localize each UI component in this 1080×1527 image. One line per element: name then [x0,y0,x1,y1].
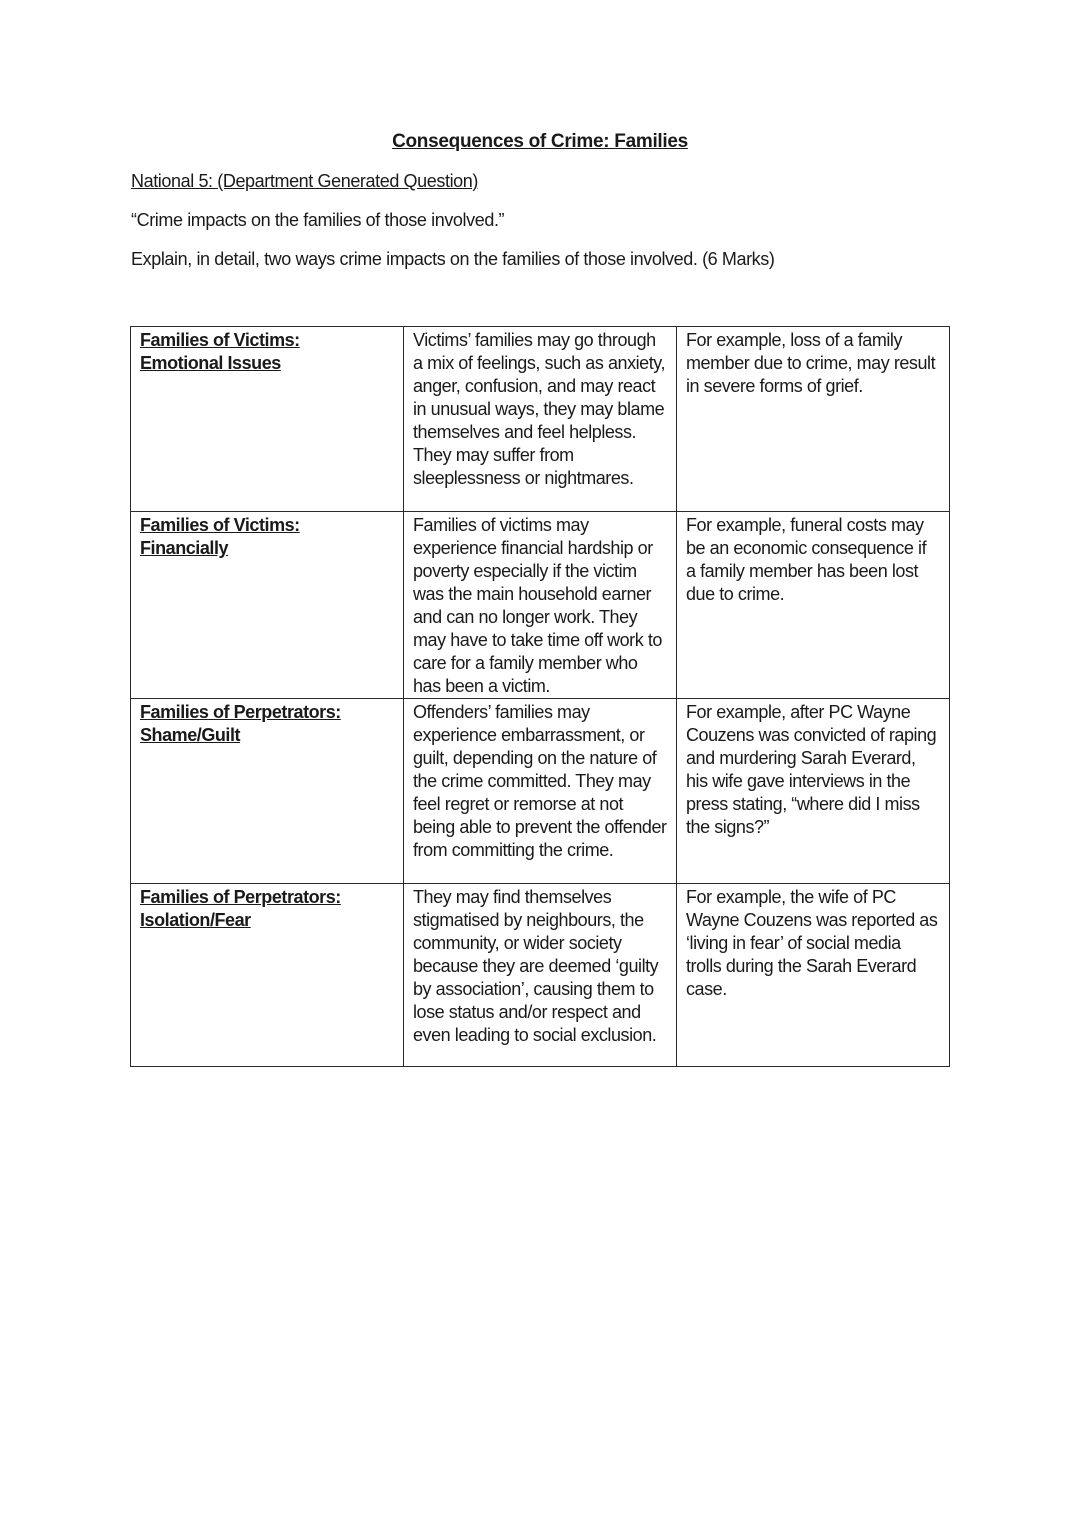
row-heading-category: Families of Perpetrators: [140,702,341,722]
row-heading-topic: Isolation/Fear [140,910,251,930]
row-heading-category: Families of Victims: [140,515,300,535]
table-row [131,512,950,699]
row-example-cell: For example, funeral costs may be an economic consequence if a family member has been lost due to crime. [677,512,950,699]
table-row [131,327,950,512]
row-heading-topic: Financially [140,538,229,558]
question-instruction: Explain, in detail, two ways crime impacts on the families of those involved. (6 Marks) [131,249,775,269]
question-subtitle: National 5: (Department Generated Question) [131,171,478,191]
row-heading-topic: Shame/Guilt [140,725,241,745]
row-example-cell: For example, the wife of PC Wayne Couzens was reported as ‘living in fear’ of social media trolls during the Sarah Everard case. [677,884,950,1067]
row-heading-category: Families of Perpetrators: [140,887,341,907]
table-row [131,884,950,1067]
row-heading-cell [131,327,404,512]
table-row [131,699,950,884]
row-heading-cell [131,512,404,699]
document-title: Consequences of Crime: Families [392,131,688,152]
row-explanation-cell: Families of victims may experience financial hardship or poverty especially if the victim was the main household earner and can no longer work. They may have to take time off work to care for a family member who has been a victim. [404,512,677,699]
row-example-cell: For example, loss of a family member due to crime, may result in severe forms of grief. [677,327,950,512]
row-heading-cell [131,699,404,884]
row-explanation-cell: They may find themselves stigmatised by neighbours, the community, or wider society because they are deemed ‘guilty by association’, causing them to lose status and/or respect and even leading to social exclusion. [404,884,677,1067]
row-heading-category: Families of Victims: [140,330,300,350]
row-example-cell: For example, after PC Wayne Couzens was convicted of raping and murdering Sarah Everard, his wife gave interviews in the press stating, “where did I miss the signs?” [677,699,950,884]
answer-table [130,326,950,1067]
row-explanation-cell: Victims’ families may go through a mix of feelings, such as anxiety, anger, confusion, and may react in unusual ways, they may blame themselves and feel helpless. They may suffer from sleeplessness or nightmares. [404,327,677,512]
row-heading-cell [131,884,404,1067]
row-heading-topic: Emotional Issues [140,353,281,373]
row-explanation-cell: Offenders’ families may experience embarrassment, or guilt, depending on the nature of the crime committed. They may feel regret or remorse at not being able to prevent the offender from committing the crime. [404,699,677,884]
question-quote: “Crime impacts on the families of those involved.” [131,210,505,230]
